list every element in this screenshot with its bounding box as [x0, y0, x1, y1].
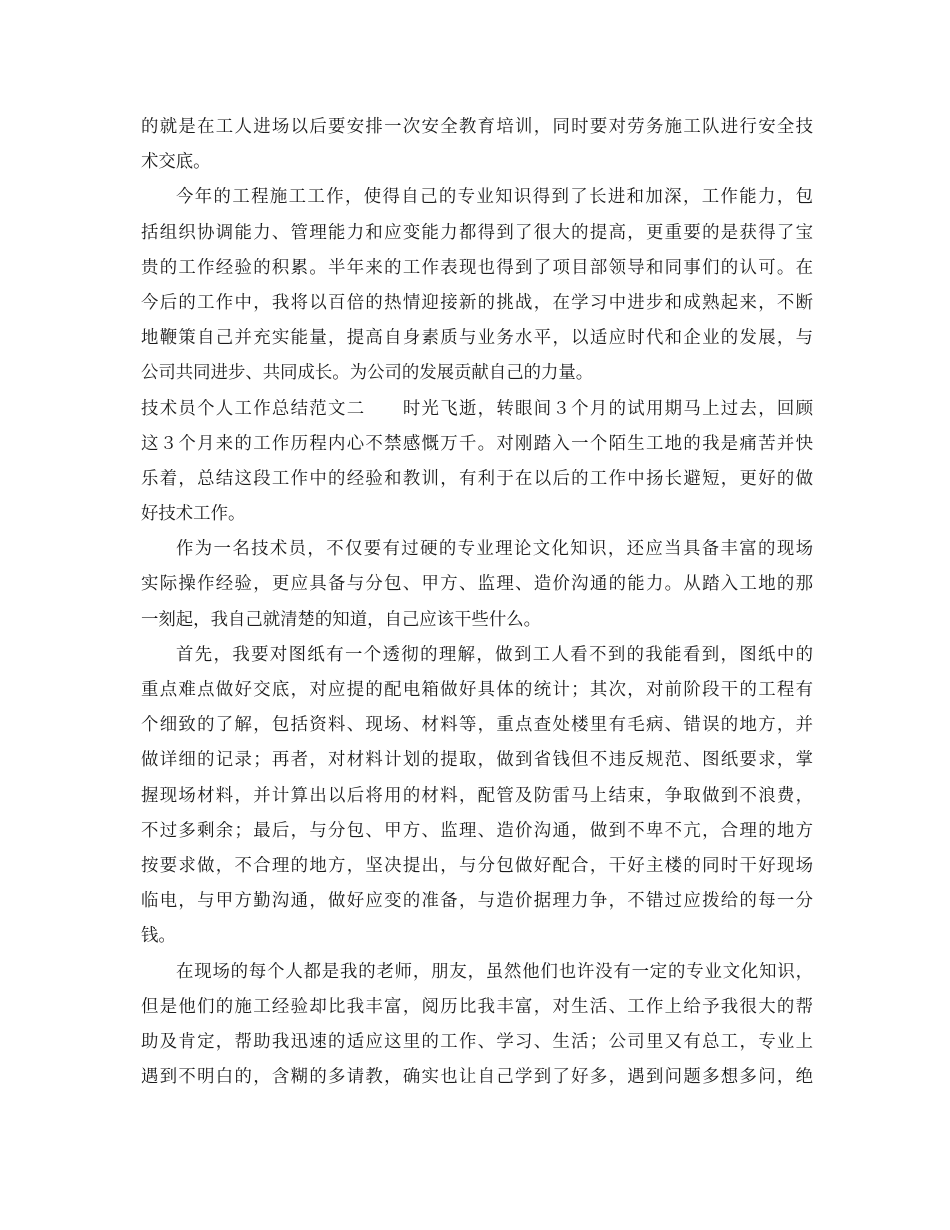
text-line: 不过多剩余；最后，与分包、甲方、监理、造价沟通，做到不卑不亢，合理的地方 [141, 820, 813, 841]
text-line: 地鞭策自己并充实能量，提高自身素质与业务水平，以适应时代和企业的发展，与 [141, 328, 813, 349]
text-line: 一刻起，我自己就清楚的知道，自己应该干些什么。 [141, 609, 541, 630]
text-line: 重点难点做好交底，对应提的配电箱做好具体的统计；其次，对前阶段干的工程有 [141, 680, 813, 700]
text-line: 临电，与甲方勤沟通，做好应变的准备，与造价据理力争，不错过应拨给的每一分 [141, 891, 813, 912]
text-line: 的就是在工人进场以后要安排一次安全教育培训，同时要对劳务施工队进行安全技 [141, 117, 813, 137]
text-line: 做详细的记录；再者，对材料计划的提取，做到省钱但不违反规范、图纸要求，掌 [141, 750, 813, 771]
text-line: 首先，我要对图纸有一个透彻的理解，做到工人看不到的我能看到，图纸中的 [176, 644, 813, 665]
text-line: 乐着，总结这段工作中的经验和教训，有利于在以后的工作中扬长避短，更好的做 [141, 468, 813, 489]
text-line: 遇到不明白的，含糊的多请教，确实也让自己学到了好多，遇到问题多想多问，绝 [141, 1067, 813, 1088]
text-line: 术交底。 [141, 152, 211, 173]
text-line: 这３个月来的工作历程内心不禁感慨万千。对刚踏入一个陌生工地的我是痛苦并快 [141, 433, 813, 454]
text-line: 在现场的每个人都是我的老师，朋友，虽然他们也许没有一定的专业文化知识， [176, 961, 813, 982]
text-line: 好技术工作。 [141, 504, 246, 525]
text-line: 作为一名技术员，不仅要有过硬的专业理论文化知识，还应当具备丰富的现场 [176, 539, 813, 560]
text-line: 个细致的了解，包括资料、现场、材料等，重点查处楼里有毛病、错误的地方，并 [141, 715, 813, 736]
text-line: 但是他们的施工经验却比我丰富，阅历比我丰富，对生活、工作上给予我很大的帮 [141, 996, 813, 1017]
text-line: 握现场材料，并计算出以后将用的材料，配管及防雷马上结束，争取做到不浪费， [141, 785, 813, 806]
text-line: 今后的工作中，我将以百倍的热情迎接新的挑战，在学习中进步和成熟起来，不断 [141, 292, 813, 313]
text-line: 助及肯定，帮助我迅速的适应这里的工作、学习、生活；公司里又有总工，专业上 [141, 1031, 813, 1052]
text-line: 技术员个人工作总结范文二 时光飞逝，转眼间３个月的试用期马上过去，回顾 [141, 398, 813, 419]
text-line: 括组织协调能力、管理能力和应变能力都得到了很大的提高，更重要的是获得了宝 [141, 222, 813, 243]
text-line: 贵的工作经验的积累。半年来的工作表现也得到了项目部领导和同事们的认可。在 [141, 257, 813, 278]
document-body [141, 110, 813, 1095]
text-line: 按要求做，不合理的地方，坚决提出，与分包做好配合，干好主楼的同时干好现场 [141, 855, 813, 876]
text-line: 实际操作经验，更应具备与分包、甲方、监理、造价沟通的能力。从踏入工地的那 [141, 574, 813, 595]
text-line: 钱。 [141, 926, 176, 947]
text-line: 今年的工程施工工作，使得自己的专业知识得到了长进和加深，工作能力，包 [176, 187, 813, 208]
text-line: 公司共同进步、共同成长。为公司的发展贡献自己的力量。 [141, 363, 594, 384]
